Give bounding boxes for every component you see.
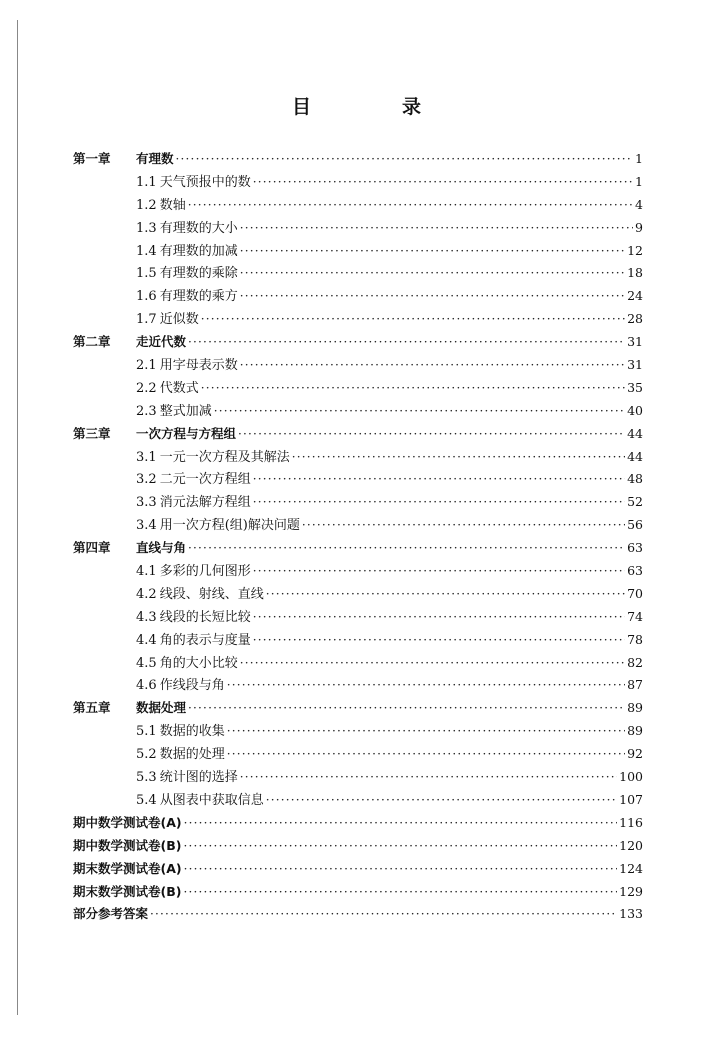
- toc-entry-number: 3.2: [136, 472, 157, 488]
- toc-entry-chapter: [73, 148, 643, 171]
- toc-entry-title: 角的大小比较: [159, 655, 238, 671]
- toc-entry-title: 有理数: [136, 151, 174, 166]
- dot-leader: [240, 652, 625, 675]
- dot-leader: [240, 354, 625, 377]
- toc-entry-section: [73, 468, 643, 491]
- toc-entry-page-number: 63: [627, 563, 643, 579]
- toc-entry-label: [73, 401, 212, 424]
- dot-leader: [201, 308, 625, 331]
- toc-entry-title: 数据的处理: [159, 747, 225, 763]
- dot-leader: [184, 812, 618, 835]
- toc-entry-number: 1.4: [136, 243, 157, 259]
- toc-entry-label: [73, 767, 238, 790]
- toc-entry-chapter: [73, 697, 643, 720]
- toc-entry-chapter: [73, 423, 643, 446]
- toc-entry-page-number: 70: [627, 585, 643, 601]
- toc-entry-section: [73, 262, 643, 285]
- toc-entry-label: [73, 675, 225, 698]
- toc-entry-section: [73, 446, 643, 469]
- toc-entry-title: 部分参考答案: [73, 906, 149, 922]
- toc-entry-title: 期中数学测试卷(B): [73, 837, 182, 853]
- toc-entry-page-number: 28: [627, 311, 643, 327]
- dot-leader: [150, 903, 617, 926]
- toc-entry-page-number: 74: [627, 608, 643, 624]
- toc-entry-page-number: 82: [627, 654, 643, 670]
- toc-entry-page-number: 116: [619, 814, 643, 830]
- toc-entry-number: 第三章: [73, 425, 111, 441]
- toc-entry-title: 天气预报中的数: [159, 174, 251, 190]
- dot-leader: [266, 789, 617, 812]
- toc-entry-title: 线段的长短比较: [159, 609, 251, 625]
- toc-entry-number: 4.3: [136, 609, 157, 625]
- dot-leader: [176, 148, 633, 171]
- dot-leader: [292, 446, 625, 469]
- dot-leader: [188, 697, 625, 720]
- dot-leader: [302, 514, 625, 537]
- toc-entry-title: 有理数的加减: [159, 243, 238, 259]
- toc-entry-label: [73, 148, 174, 171]
- toc-entry-number: 2.3: [136, 403, 157, 419]
- toc-entry-title: 消元法解方程组: [159, 495, 251, 511]
- toc-entry-number: 1.7: [136, 312, 157, 328]
- toc-entry-label: [73, 561, 251, 584]
- toc-entry-section: [73, 491, 643, 514]
- toc-entry-label: [73, 331, 186, 354]
- toc-entry-section: [73, 720, 643, 743]
- toc-entry-label: [73, 195, 186, 218]
- toc-entry-section: [73, 354, 643, 377]
- toc-entry-page-number: 56: [627, 517, 643, 533]
- toc-entry-section: [73, 652, 643, 675]
- toc-entry-title: 期末数学测试卷(B): [73, 883, 182, 899]
- toc-entry-page-number: 1: [635, 173, 643, 189]
- dot-leader: [240, 217, 633, 240]
- toc-entry-title: 整式加减: [159, 403, 212, 419]
- toc-entry-label: [73, 263, 238, 286]
- toc-entry-page-number: 120: [619, 837, 643, 853]
- toc-entry-title: 角的表示与度量: [159, 632, 251, 648]
- dot-leader: [253, 171, 633, 194]
- toc-entry-page-number: 40: [627, 402, 643, 418]
- dot-leader: [240, 240, 625, 263]
- toc-entry-section: [73, 400, 643, 423]
- toc-entry-section: [73, 285, 643, 308]
- toc-entry-page-number: 1: [635, 151, 643, 166]
- toc-entry-label: [73, 355, 238, 378]
- toc-entry-page-number: 12: [627, 242, 643, 258]
- toc-entry-page-number: 9: [635, 219, 643, 235]
- toc-entry-title: 用字母表示数: [159, 358, 238, 374]
- toc-entry-title: 数据处理: [136, 700, 187, 716]
- toc-entry-title: 一元一次方程及其解法: [159, 449, 290, 465]
- toc-entry-number: 第二章: [73, 334, 111, 350]
- toc-entry-number: 3.3: [136, 495, 157, 511]
- dot-leader: [240, 766, 617, 789]
- dot-leader: [227, 720, 625, 743]
- toc-entry-extra: [73, 858, 643, 881]
- toc-entry-page-number: 92: [627, 746, 643, 762]
- toc-entry-extra: [73, 835, 643, 858]
- toc-entry-section: [73, 377, 643, 400]
- toc-entry-page-number: 87: [627, 677, 643, 693]
- toc-entry-label: [73, 858, 182, 881]
- toc-entry-page-number: 44: [627, 448, 643, 464]
- toc-entry-number: 2.1: [136, 358, 157, 374]
- toc-entry-label: [73, 469, 251, 492]
- dot-leader: [253, 606, 625, 629]
- toc-entry-number: 第五章: [73, 700, 111, 716]
- toc-entry-label: [73, 218, 238, 241]
- toc-entry-number: 3.4: [136, 518, 157, 534]
- toc-entry-label: [73, 492, 251, 515]
- toc-entry-label: [73, 447, 290, 470]
- toc-entry-number: 5.3: [136, 770, 157, 786]
- toc-entry-page-number: 31: [627, 334, 643, 350]
- toc-entry-number: 4.1: [136, 564, 157, 580]
- toc-entry-title: 近似数: [159, 312, 199, 328]
- toc-entry-extra: [73, 881, 643, 904]
- toc-entry-number: 2.2: [136, 380, 157, 396]
- toc-entry-label: [73, 241, 238, 264]
- toc-entry-page-number: 89: [627, 700, 643, 716]
- toc-entry-number: 4.6: [136, 678, 157, 694]
- toc-entry-page-number: 89: [627, 723, 643, 739]
- toc-entry-section: [73, 514, 643, 537]
- toc-entry-number: 1.2: [136, 197, 157, 213]
- toc-entry-page-number: 63: [627, 540, 643, 556]
- toc-entry-number: 1.1: [136, 174, 157, 190]
- toc-entry-number: 3.1: [136, 449, 157, 465]
- dot-leader: [238, 423, 625, 446]
- toc-entry-page-number: 24: [627, 288, 643, 304]
- toc-entry-page-number: 18: [627, 265, 643, 281]
- toc-entry-section: [73, 674, 643, 697]
- toc-entry-page-number: 44: [627, 425, 643, 441]
- toc-entry-section: [73, 171, 643, 194]
- toc-entry-label: [73, 286, 238, 309]
- toc-entry-page-number: 78: [627, 631, 643, 647]
- dot-leader: [253, 491, 625, 514]
- dot-leader: [227, 674, 625, 697]
- toc-entry-label: [73, 607, 251, 630]
- toc-entry-number: 1.6: [136, 289, 157, 305]
- toc-entry-number: 1.3: [136, 220, 157, 236]
- toc-entry-label: [73, 903, 148, 926]
- toc-entry-title: 走近代数: [136, 334, 187, 350]
- dot-leader: [201, 377, 625, 400]
- toc-entry-section: [73, 308, 643, 331]
- toc-entry-number: 5.4: [136, 792, 157, 808]
- toc-entry-page-number: 48: [627, 471, 643, 487]
- toc-entry-title: 期末数学测试卷(A): [73, 860, 182, 876]
- toc-entry-section: [73, 629, 643, 652]
- toc-entry-chapter: [73, 537, 643, 560]
- toc-entry-label: [73, 584, 264, 607]
- toc-entry-title: 有理数的大小: [159, 220, 238, 236]
- toc-entry-label: [73, 537, 186, 560]
- toc-entry-title: 多彩的几何图形: [159, 564, 251, 580]
- toc-entry-label: [73, 835, 181, 858]
- toc-entry-title: 数据的收集: [159, 724, 225, 740]
- toc-entry-title: 有理数的乘方: [159, 289, 238, 305]
- dot-leader: [240, 285, 625, 308]
- toc-entry-label: [73, 812, 182, 835]
- toc-entry-label: [73, 630, 251, 653]
- toc-entry-page-number: 133: [619, 906, 643, 922]
- toc-entry-label: [73, 653, 238, 676]
- dot-leader: [253, 629, 625, 652]
- toc-entry-number: 1.5: [136, 266, 157, 282]
- toc-entry-title: 作线段与角: [159, 678, 225, 694]
- toc-entry-number: 4.2: [136, 586, 157, 602]
- toc-entry-section: [73, 560, 643, 583]
- page-title: 目 录: [291, 96, 457, 118]
- toc-entry-title: 数轴: [159, 197, 186, 213]
- toc-entry-title: 一次方程与方程组: [136, 425, 237, 441]
- toc-entry-title: 期中数学测试卷(A): [73, 814, 182, 830]
- toc-entry-section: [73, 240, 643, 263]
- toc-entry-number: 4.4: [136, 632, 157, 648]
- toc-entry-extra: [73, 903, 643, 926]
- toc-entry-label: [73, 744, 225, 767]
- toc-entry-number: 5.1: [136, 724, 157, 740]
- toc-entry-section: [73, 789, 643, 812]
- toc-entry-page-number: 52: [627, 494, 643, 510]
- toc-entry-label: [73, 378, 199, 401]
- dot-leader: [227, 743, 625, 766]
- toc-entry-title: 用一次方程(组)解决问题: [159, 518, 300, 534]
- toc-entry-number: 第一章: [73, 151, 111, 166]
- toc-entry-page-number: 4: [635, 196, 643, 212]
- toc-entry-label: [73, 515, 300, 538]
- toc-entry-label: [73, 881, 181, 904]
- toc-entry-title: 有理数的乘除: [159, 266, 238, 282]
- toc-entry-number: 4.5: [136, 655, 157, 671]
- toc-entry-title: 直线与角: [136, 540, 187, 556]
- toc-entry-section: [73, 766, 643, 789]
- toc-entry-section: [73, 606, 643, 629]
- toc-entry-section: [73, 743, 643, 766]
- toc-entry-page-number: 100: [619, 769, 643, 785]
- table-of-contents: [73, 148, 643, 926]
- toc-entry-title: 统计图的选择: [159, 770, 238, 786]
- dot-leader: [214, 400, 625, 423]
- toc-entry-title: 代数式: [159, 380, 199, 396]
- toc-entry-section: [73, 194, 643, 217]
- toc-entry-section: [73, 583, 643, 606]
- toc-entry-label: [73, 697, 186, 720]
- toc-entry-number: 第四章: [73, 540, 111, 556]
- toc-entry-extra: [73, 812, 643, 835]
- dot-leader: [240, 262, 625, 285]
- toc-entry-title: 二元一次方程组: [159, 472, 251, 488]
- dot-leader: [253, 560, 625, 583]
- toc-entry-label: [73, 721, 225, 744]
- toc-entry-chapter: [73, 331, 643, 354]
- dot-leader: [188, 331, 625, 354]
- toc-entry-label: [73, 790, 264, 813]
- toc-entry-page-number: 107: [619, 791, 643, 807]
- dot-leader: [183, 835, 617, 858]
- toc-entry-section: [73, 217, 643, 240]
- toc-entry-label: [73, 309, 199, 332]
- dot-leader: [266, 583, 625, 606]
- dot-leader: [188, 537, 625, 560]
- toc-entry-page-number: 31: [627, 357, 643, 373]
- binding-edge-line: [17, 20, 18, 1015]
- dot-leader: [184, 858, 618, 881]
- toc-entry-page-number: 124: [619, 860, 643, 876]
- toc-entry-number: 5.2: [136, 747, 157, 763]
- toc-entry-label: [73, 423, 236, 446]
- dot-leader: [188, 194, 633, 217]
- dot-leader: [183, 881, 617, 904]
- toc-entry-page-number: 129: [619, 883, 643, 899]
- toc-entry-title: 从图表中获取信息: [159, 792, 264, 808]
- toc-entry-title: 线段、射线、直线: [159, 586, 264, 602]
- toc-entry-page-number: 35: [627, 379, 643, 395]
- dot-leader: [253, 468, 625, 491]
- toc-entry-label: [73, 172, 251, 195]
